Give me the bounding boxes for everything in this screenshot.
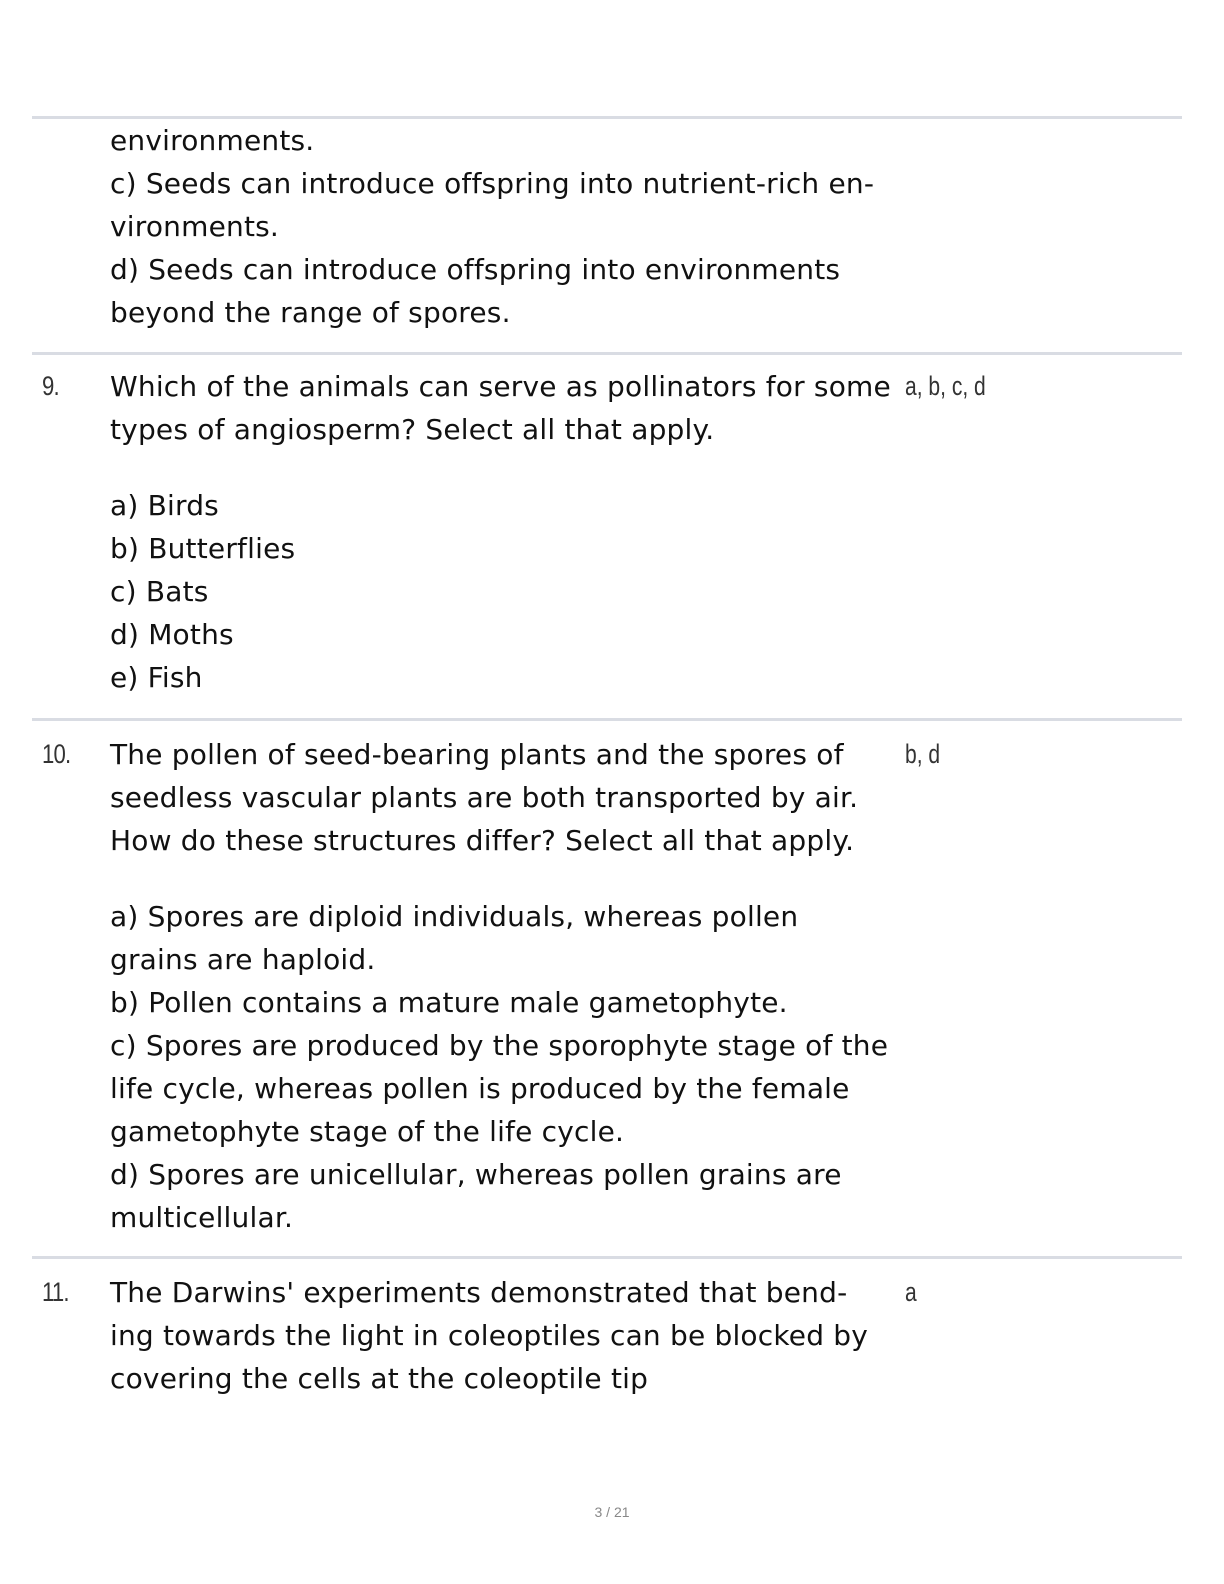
text-line: environments. [110, 124, 315, 157]
question-10-option: c) Spores are produced by the sporophyte stage of the [110, 1029, 889, 1062]
question-9-text-line: Which of the animals can serve as pollinators for some [110, 370, 891, 403]
question-9-option: a) Birds [110, 489, 219, 522]
spacer [110, 862, 910, 895]
question-9-option: b) Butterflies [110, 532, 296, 565]
divider-before-q9 [32, 352, 1182, 355]
question-9-answer: a, b, c, d [905, 371, 986, 401]
question-9-number: 9. [42, 371, 59, 401]
spacer [110, 451, 910, 484]
question-10-option: a) Spores are diploid individuals, whereas pollen [110, 900, 799, 933]
question-11 [110, 1271, 910, 1400]
text-line: d) Seeds can introduce offspring into environments [110, 253, 841, 286]
page-indicator: 3 / 21 [594, 1504, 630, 1520]
divider-before-q11 [32, 1256, 1182, 1259]
question-11-number: 11. [42, 1277, 69, 1307]
text-line: c) Seeds can introduce offspring into nutrient-rich en- [110, 167, 875, 200]
question-11-text-line: The Darwins' experiments demonstrated that bend- [110, 1276, 848, 1309]
question-10-option: multicellular. [110, 1201, 294, 1234]
question-10-option: d) Spores are unicellular, whereas pollen grains are [110, 1158, 842, 1191]
question-11-text-line: ing towards the light in coleoptiles can be blocked by [110, 1319, 869, 1352]
question-8-continuation [110, 119, 910, 334]
question-11-answer: a [905, 1277, 917, 1307]
question-10-option: grains are haploid. [110, 943, 376, 976]
question-10-number: 10. [42, 739, 71, 769]
question-10-option: life cycle, whereas pollen is produced by the female [110, 1072, 850, 1105]
text-line: beyond the range of spores. [110, 296, 511, 329]
question-9-option: e) Fish [110, 661, 203, 694]
text-line: vironments. [110, 210, 280, 243]
question-10-answer: b, d [905, 739, 941, 769]
question-9-text-line: types of angiosperm? Select all that apply. [110, 413, 715, 446]
question-10-option: b) Pollen contains a mature male gametophyte. [110, 986, 788, 1019]
question-9-option: d) Moths [110, 618, 234, 651]
question-10 [110, 733, 910, 1239]
question-11-text-line: covering the cells at the coleoptile tip [110, 1362, 649, 1395]
divider-before-q10 [32, 718, 1182, 721]
question-9 [110, 365, 910, 699]
question-10-text-line: How do these structures differ? Select all that apply. [110, 824, 855, 857]
question-10-text-line: seedless vascular plants are both transported by air. [110, 781, 859, 814]
question-10-text-line: The pollen of seed-bearing plants and the spores of [110, 738, 844, 771]
question-10-option: gametophyte stage of the life cycle. [110, 1115, 625, 1148]
question-9-option: c) Bats [110, 575, 209, 608]
